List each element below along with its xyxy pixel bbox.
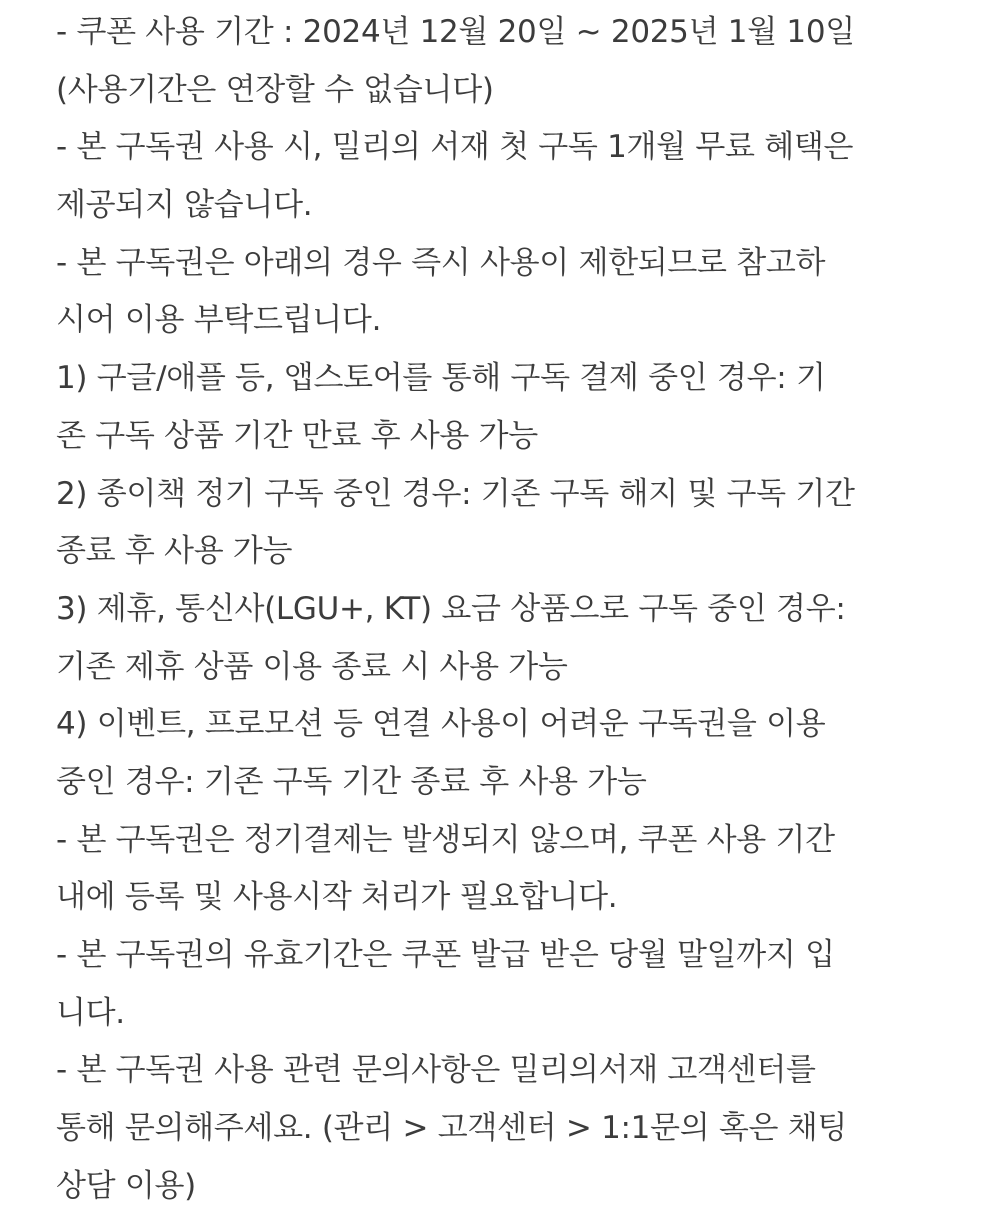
notice-line-billing-cont: 내에 등록 및 사용시작 처리가 필요합니다. xyxy=(56,879,618,916)
notice-line-free-trial: - 본 구독권 사용 시, 밀리의 서재 첫 구독 1개월 무료 혜택은 xyxy=(56,129,854,166)
notice-line-inquiry-cont: 통해 문의해주세요. (관리 > 고객센터 > 1:1문의 혹은 채팅 xyxy=(56,1110,848,1147)
notice-line-inquiry-end: 상담 이용) xyxy=(56,1167,196,1204)
notice-line-restriction-cont: 시어 이용 부탁드립니다. xyxy=(56,302,382,339)
notice-line-case-4: 4) 이벤트, 프로모션 등 연결 사용이 어려운 구독권을 이용 xyxy=(56,706,826,743)
notice-line-validity: - 본 구독권의 유효기간은 쿠폰 발급 받은 당월 말일까지 입 xyxy=(56,937,835,973)
notice-line-period: - 쿠폰 사용 기간 : 2024년 12월 20일 ~ 2025년 1월 10일 xyxy=(56,14,855,50)
notice-line-case-3-cont: 기존 제휴 상품 이용 종료 시 사용 가능 xyxy=(56,648,568,685)
notice-line-restriction: - 본 구독권은 아래의 경우 즉시 사용이 제한되므로 참고하 xyxy=(56,244,826,281)
notice-line-billing: - 본 구독권은 정기결제는 발생되지 않으며, 쿠폰 사용 기간 xyxy=(56,821,835,858)
notice-line-validity-cont: 니다. xyxy=(56,994,125,1031)
notice-line-free-trial-cont: 제공되지 않습니다. xyxy=(56,187,313,224)
coupon-notice-text xyxy=(56,4,956,1215)
notice-line-case-2: 2) 종이책 정기 구독 중인 경우: 기존 구독 해지 및 구독 기간 xyxy=(56,475,855,512)
notice-line-case-4-cont: 중인 경우: 기존 구독 기간 종료 후 사용 가능 xyxy=(56,763,647,800)
notice-line-period-note: (사용기간은 연장할 수 없습니다) xyxy=(56,71,494,108)
notice-line-case-3: 3) 제휴, 통신사(LGU+, KT) 요금 상품으로 구독 중인 경우: xyxy=(56,590,846,627)
notice-line-case-1: 1) 구글/애플 등, 앱스토어를 통해 구독 결제 중인 경우: 기 xyxy=(56,360,826,397)
notice-line-inquiry: - 본 구독권 사용 관련 문의사항은 밀리의서재 고객센터를 xyxy=(56,1052,816,1089)
notice-line-case-1-cont: 존 구독 상품 기간 만료 후 사용 가능 xyxy=(56,417,538,454)
notice-line-case-2-cont: 종료 후 사용 가능 xyxy=(56,533,293,570)
